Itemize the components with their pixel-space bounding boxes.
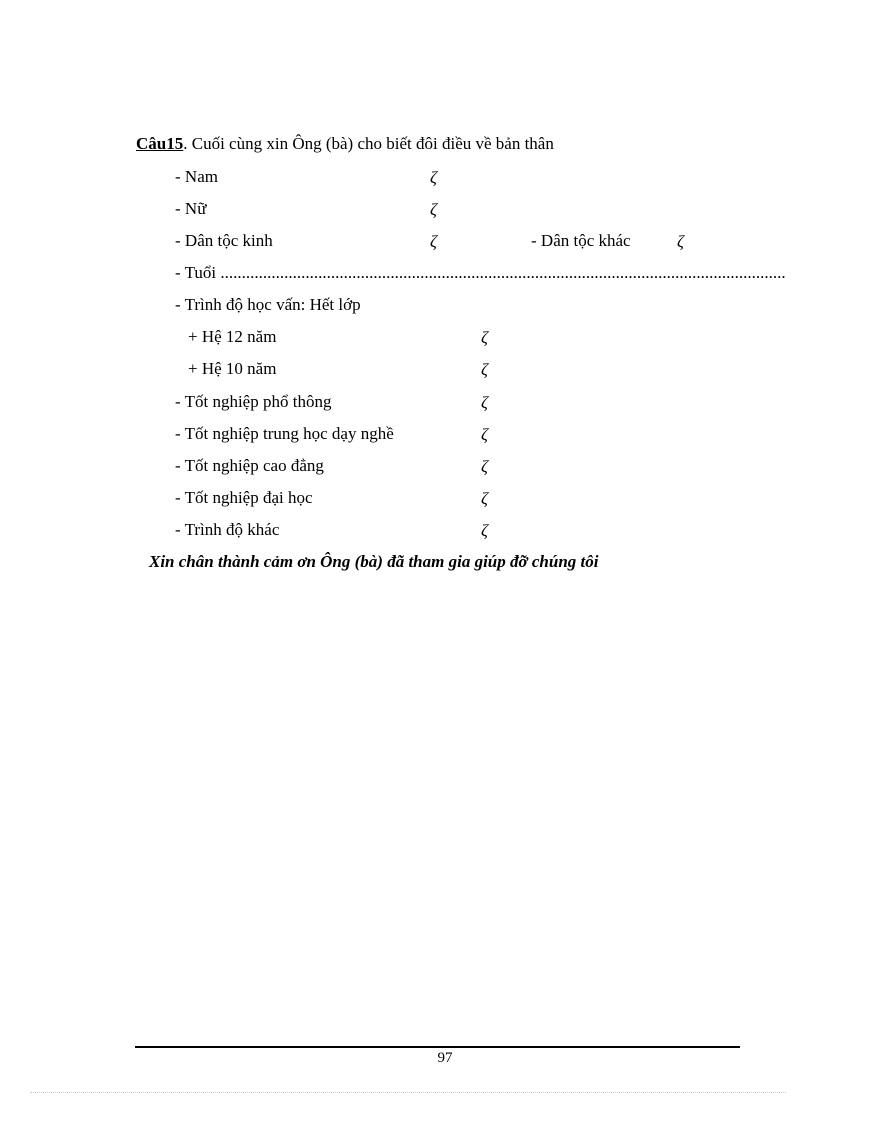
checkbox-male[interactable]: ζ (430, 168, 437, 187)
question-number: Câu15 (136, 134, 184, 153)
checkbox-other-level[interactable]: ζ (481, 521, 488, 540)
page-bottom-border (30, 1092, 786, 1093)
checkbox-vocational-graduate[interactable]: ζ (481, 425, 488, 444)
item-ethnic-other: - Dân tộc khác (531, 231, 631, 250)
item-vocational-graduate: - Tốt nghiệp trung học dạy nghề (175, 424, 394, 443)
checkbox-system-12-years[interactable]: ζ (481, 328, 488, 347)
checkbox-college-graduate[interactable]: ζ (481, 457, 488, 476)
item-college-graduate: - Tốt nghiệp cao đẳng (175, 456, 324, 475)
item-age[interactable]: - Tuổi ..................................................................................................................................... (175, 263, 786, 282)
checkbox-ethnic-kinh[interactable]: ζ (430, 232, 437, 251)
item-ethnic-kinh: - Dân tộc kinh (175, 231, 273, 250)
checkbox-female[interactable]: ζ (430, 200, 437, 219)
item-other-level: - Trình độ khác (175, 520, 280, 539)
closing-thanks: Xin chân thành cảm ơn Ông (bà) đã tham gia giúp đỡ chúng tôi (149, 552, 599, 571)
item-system-10-years: + Hệ 10 năm (188, 359, 277, 378)
checkbox-ethnic-other[interactable]: ζ (677, 232, 684, 251)
question-heading (136, 134, 554, 154)
question-text: . Cuối cùng xin Ông (bà) cho biết đôi điều về bản thân (183, 134, 554, 153)
item-high-school-graduate: - Tốt nghiệp phổ thông (175, 392, 332, 411)
item-system-12-years: + Hệ 12 năm (188, 327, 277, 346)
checkbox-system-10-years[interactable]: ζ (481, 360, 488, 379)
item-female: - Nữ (175, 199, 207, 218)
footer-rule (135, 1046, 740, 1048)
item-university-graduate: - Tốt nghiệp đại học (175, 488, 313, 507)
item-education-level: - Trình độ học vấn: Hết lớp (175, 295, 361, 314)
item-male: - Nam (175, 167, 218, 186)
page-number: 97 (437, 1050, 453, 1066)
checkbox-high-school-graduate[interactable]: ζ (481, 393, 488, 412)
checkbox-university-graduate[interactable]: ζ (481, 489, 488, 508)
